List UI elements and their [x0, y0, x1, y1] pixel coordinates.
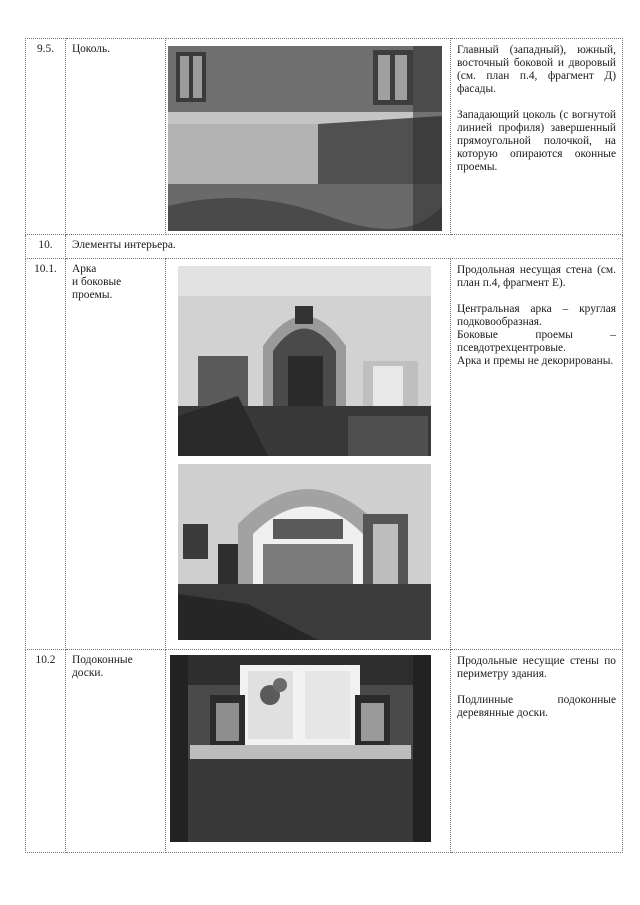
element-description: [451, 650, 623, 853]
row-number: 10.1.: [26, 259, 66, 650]
photo-cell: [166, 39, 451, 235]
description-paragraph: Главный (западный), южный, восточный боковой и дворовый (см. план п.4, фрагмент Д) фасады.: [457, 44, 616, 95]
element-description: [451, 259, 623, 650]
monument-elements-table: [25, 38, 623, 853]
row-number: 10.: [26, 235, 66, 259]
arch-interior-photo-2: [178, 464, 431, 640]
element-name: Арка и боковые проемы.: [66, 259, 166, 650]
plinth-facade-photo: [168, 46, 442, 231]
row-number: 10.2: [26, 650, 66, 853]
photo-cell: [166, 259, 451, 650]
table-row-10-1: [26, 259, 623, 650]
arch-interior-photo: [178, 266, 431, 456]
description-paragraph: Подлинные подоконные деревянные доски.: [457, 694, 616, 719]
description-paragraph: Центральная арка – круглая подковообразная.: [457, 303, 616, 328]
description-paragraph: Продольные несущие стены по периметру здания.: [457, 655, 616, 680]
row-number: 9.5.: [26, 39, 66, 235]
photo-cell: [166, 650, 451, 853]
description-paragraph: Западающий цоколь (с вогнутой линией профиля) завершенный прямоугольной полочкой, на которую опираются оконные проемы.: [457, 109, 616, 173]
element-description: [451, 39, 623, 235]
table-row-10: [26, 235, 623, 259]
description-paragraph: Продольная несущая стена (см. план п.4, фрагмент Е).: [457, 264, 616, 289]
section-title: Элементы интерьера.: [66, 235, 623, 259]
element-name: Цоколь.: [66, 39, 166, 235]
description-paragraph: Боковые проемы – псевдотрехцентровые.: [457, 329, 616, 354]
table-row-10-2: [26, 650, 623, 853]
description-paragraph: Арка и премы не декорированы.: [457, 355, 614, 367]
element-name: Подоконные доски.: [66, 650, 166, 853]
table-row-9-5: [26, 39, 623, 235]
windowsill-photo: [170, 655, 431, 842]
